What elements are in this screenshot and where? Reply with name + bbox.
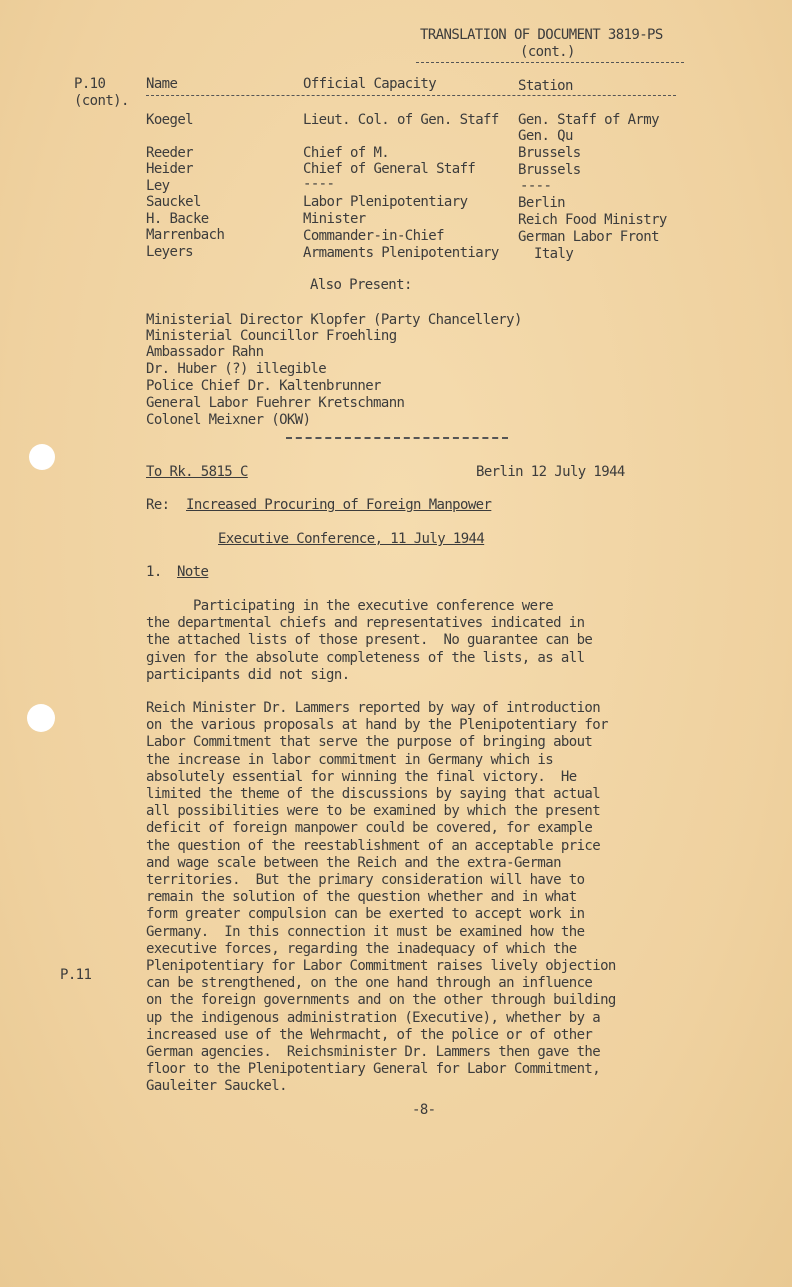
- column-header-capacity: Official Capacity: [303, 76, 437, 92]
- table-cell-capacity: Chief of General Staff: [303, 161, 476, 177]
- memo-place-date: Berlin 12 July 1944: [476, 464, 625, 480]
- table-cell-name: Koegel: [146, 112, 193, 128]
- paragraph-line: can be strengthened, on the one hand through an influence: [146, 975, 593, 992]
- paragraph-line: increased use of the Wehrmacht, of the police or of other: [146, 1026, 593, 1043]
- table-cell-station: Gen. Staff of Army: [518, 112, 659, 128]
- table-cell-capacity: Minister: [303, 211, 366, 227]
- paragraph-line: the attached lists of those present. No guarantee can be: [146, 632, 593, 649]
- paragraph-line: Participating in the executive conference were: [146, 598, 554, 614]
- paragraph-line: and wage scale between the Reich and the extra-German: [146, 854, 561, 871]
- paragraph-line: absolutely essential for winning the final victory. He: [146, 768, 577, 785]
- table-cell-station: Berlin: [518, 195, 565, 211]
- paragraph-line: territories. But the primary consideration will have to: [146, 872, 585, 889]
- table-cell-name: Ley: [146, 178, 170, 194]
- paragraph-line: all possibilities were to be examined by which the present: [146, 803, 601, 820]
- paragraph-line: German agencies. Reichsminister Dr. Lammers then gave the: [146, 1044, 601, 1061]
- paragraph-line: Reich Minister Dr. Lammers reported by way of introduction: [146, 700, 601, 716]
- attendee: Ministerial Director Klopfer (Party Chancellery): [146, 312, 522, 328]
- attendee: General Labor Fuehrer Kretschmann: [146, 395, 405, 411]
- table-cell-name: H. Backe: [146, 211, 209, 227]
- header-rule: [416, 62, 684, 63]
- section-divider: [286, 437, 508, 439]
- paragraph-line: Germany. In this connection it must be examined how the: [146, 923, 585, 940]
- table-cell-capacity: Chief of M.: [303, 145, 390, 161]
- margin-page-ref-2: P.11: [60, 967, 92, 983]
- paragraph-line: executive forces, regarding the inadequacy of which the: [146, 940, 577, 957]
- document-title: TRANSLATION OF DOCUMENT 3819-PS: [420, 27, 663, 43]
- attendee: Colonel Meixner (OKW): [146, 412, 311, 428]
- table-cell-capacity: ----: [303, 176, 335, 192]
- table-cell-name: Sauckel: [146, 194, 201, 210]
- paragraph-line: Labor Commitment that serve the purpose of bringing about: [146, 734, 593, 751]
- memo-conference: Executive Conference, 11 July 1944: [218, 531, 485, 547]
- paragraph-line: the increase in labor commitment in Germany which is: [146, 751, 554, 768]
- paragraph-line: given for the absolute completeness of the lists, as all: [146, 649, 585, 666]
- page-number: -8-: [412, 1102, 436, 1118]
- item-number: 1.: [146, 564, 162, 580]
- memo-reference: To Rk. 5815 C: [146, 464, 248, 480]
- also-present-heading: Also Present:: [310, 277, 412, 293]
- margin-page-ref-cont: (cont).: [74, 93, 129, 109]
- paragraph-line: form greater compulsion can be exerted to accept work in: [146, 906, 585, 923]
- margin-page-ref: P.10: [74, 76, 106, 92]
- table-cell-name: Leyers: [146, 244, 193, 260]
- attendee: Police Chief Dr. Kaltenbrunner: [146, 378, 381, 394]
- paragraph-lammers-report: [146, 700, 616, 1096]
- paragraph-line: limited the theme of the discussions by saying that actual: [146, 786, 601, 803]
- paragraph-line: deficit of foreign manpower could be covered, for example: [146, 820, 593, 837]
- paragraph-line: the departmental chiefs and representatives indicated in: [146, 615, 585, 632]
- table-cell-capacity: Labor Plenipotentiary: [303, 194, 468, 210]
- punch-hole-bottom: [27, 704, 55, 732]
- paragraph-line: up the indigenous administration (Executive), whether by a: [146, 1009, 601, 1026]
- table-header-rule: [146, 95, 676, 96]
- table-cell-name: Reeder: [146, 145, 193, 161]
- paragraph-line: on the various proposals at hand by the Plenipotentiary for: [146, 717, 608, 734]
- table-cell-capacity: Armaments Plenipotentiary: [303, 245, 499, 261]
- attendee: Ambassador Rahn: [146, 344, 264, 360]
- punch-hole-top: [29, 444, 55, 470]
- paragraph-line: Plenipotentiary for Labor Commitment raises lively objection: [146, 958, 616, 975]
- table-cell-station: ----: [520, 178, 552, 194]
- attendee: Dr. Huber (?) illegible: [146, 361, 327, 377]
- table-cell-capacity: Lieut. Col. of Gen. Staff: [303, 112, 499, 128]
- table-cell-name: Heider: [146, 161, 193, 177]
- attendee: Ministerial Councillor Froehling: [146, 328, 397, 344]
- paragraph-line: participants did not sign.: [146, 666, 350, 683]
- paragraph-line: on the foreign governments and on the other through building: [146, 992, 616, 1009]
- paragraph-line: remain the solution of the question whether and in what: [146, 889, 577, 906]
- table-cell-capacity: Commander-in-Chief: [303, 228, 444, 244]
- table-cell-name: Marrenbach: [146, 227, 225, 243]
- paragraph-line: Gauleiter Sauckel.: [146, 1078, 287, 1095]
- paragraph-line: the question of the reestablishment of an acceptable price: [146, 837, 601, 854]
- table-cell-station: Brussels: [518, 162, 581, 178]
- column-header-station: Station: [518, 78, 573, 94]
- item-label: Note: [177, 564, 209, 580]
- table-cell-station: Reich Food Ministry: [518, 212, 667, 228]
- paragraph-participants: [146, 598, 592, 684]
- table-cell-station: Italy: [534, 246, 574, 262]
- table-cell-station: Brussels: [518, 145, 581, 161]
- table-cell-station: German Labor Front: [518, 229, 659, 245]
- memo-re-label: Re:: [146, 497, 170, 513]
- column-header-name: Name: [146, 76, 178, 92]
- document-title-cont: (cont.): [520, 44, 575, 60]
- memo-subject: Increased Procuring of Foreign Manpower: [186, 497, 492, 513]
- paragraph-line: floor to the Plenipotentiary General for Labor Commitment,: [146, 1061, 601, 1078]
- table-cell-station: Gen. Qu: [518, 128, 573, 144]
